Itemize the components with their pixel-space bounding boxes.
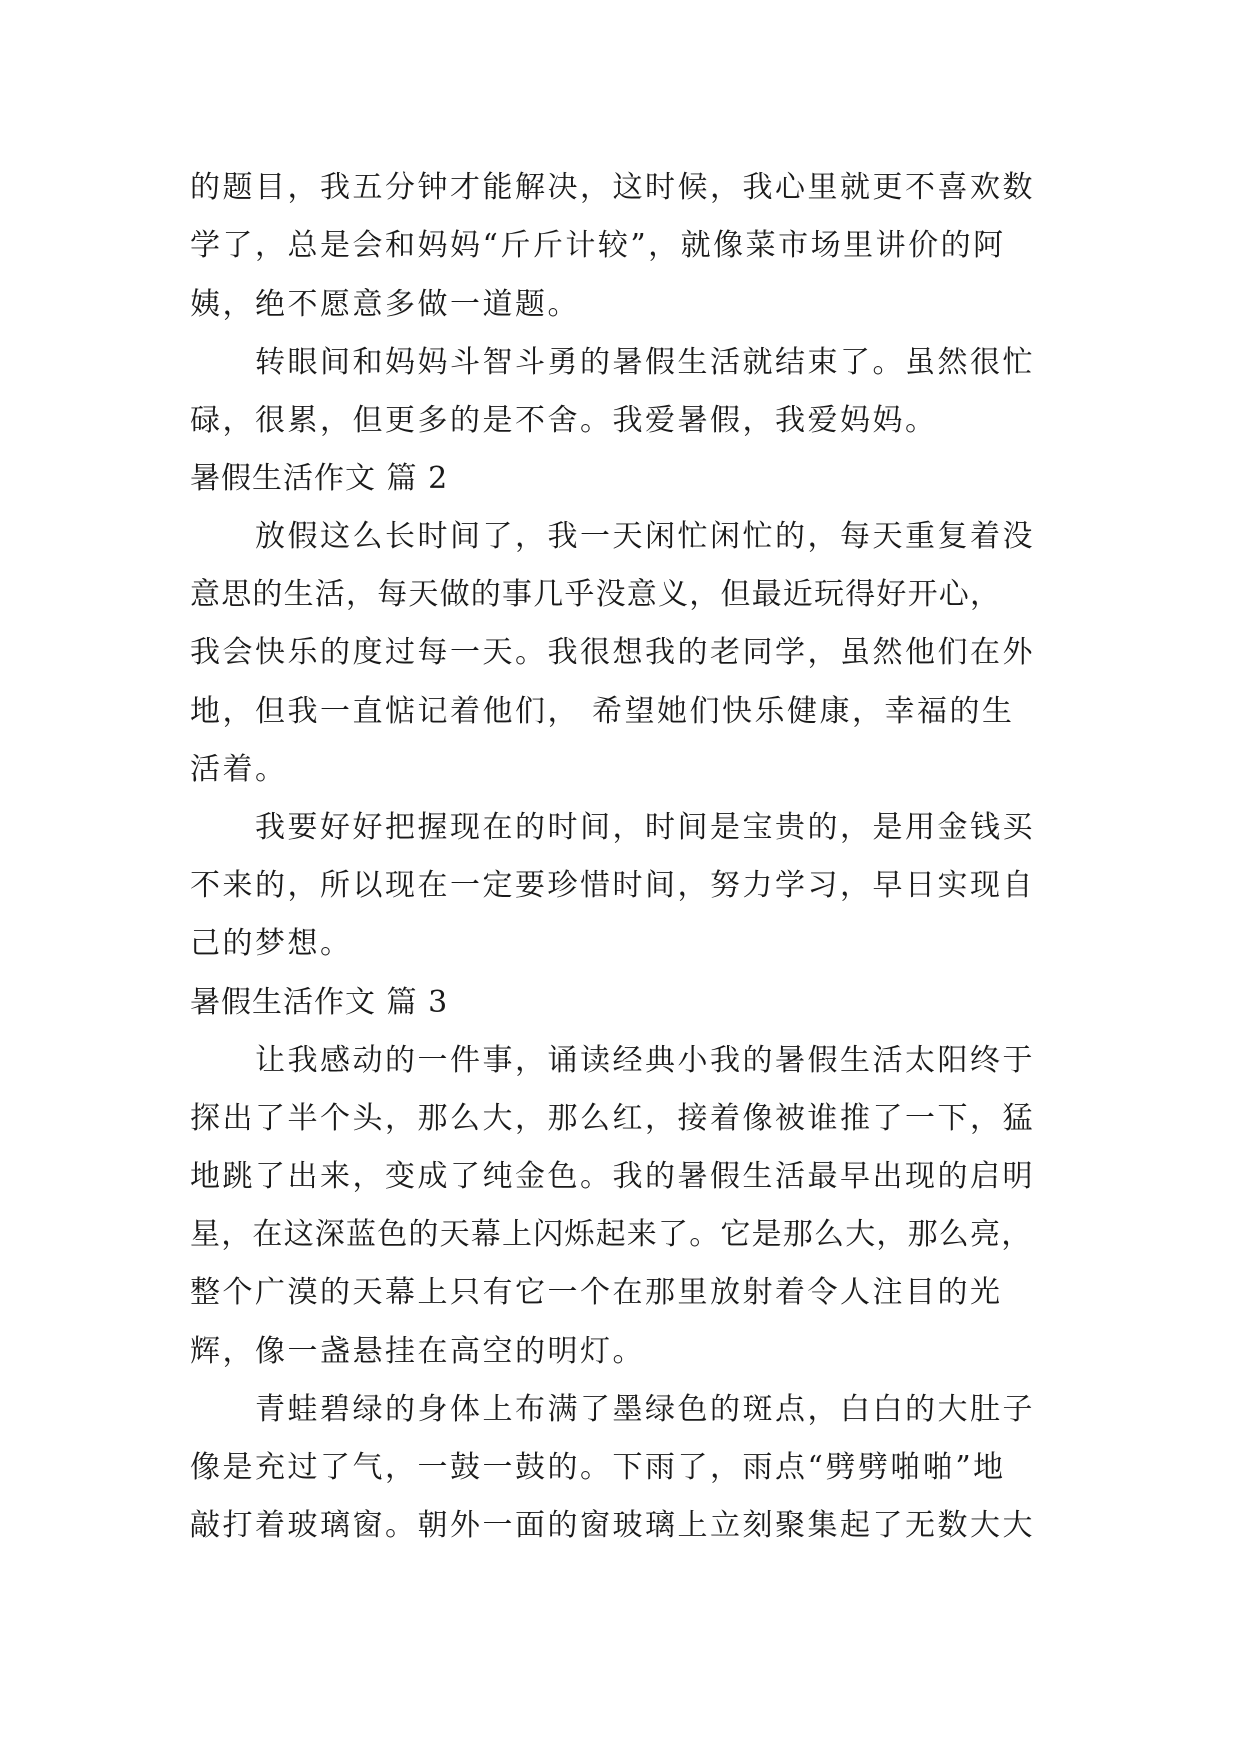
- paragraph-first-line: 放假这么长时间了，我一天闲忙闲忙的，每天重复着没: [255, 519, 1035, 554]
- section-heading: 暑假生活作文 篇 2: [190, 461, 449, 496]
- text-line: 活着。: [190, 752, 288, 787]
- text-line: 探出了半个头，那么大，那么红，接着像被谁推了一下，猛: [190, 1101, 1035, 1136]
- text-line: 学了，总是会和妈妈“斤斤计较”，就像菜市场里讲价的阿: [190, 228, 1006, 263]
- text-line: 地跳了出来，变成了纯金色。我的暑假生活最早出现的启明: [190, 1159, 1035, 1194]
- text-line: 不来的，所以现在一定要珍惜时间，努力学习，早日实现自: [190, 868, 1035, 903]
- text-line: 我会快乐的度过每一天。我很想我的老同学，虽然他们在外: [190, 635, 1035, 670]
- text-line: 己的梦想。: [190, 926, 353, 961]
- text-line: 星，在这深蓝色的天幕上闪烁起来了。它是那么大，那么亮，: [190, 1217, 1033, 1252]
- text-line: 的题目，我五分钟才能解决，这时候，我心里就更不喜欢数: [190, 170, 1035, 205]
- paragraph-first-line: 青蛙碧绿的身体上布满了墨绿色的斑点，白白的大肚子: [255, 1392, 1035, 1427]
- text-line: 像是充过了气，一鼓一鼓的。下雨了，雨点“劈劈啪啪”地: [190, 1450, 1006, 1485]
- text-line: 地，但我一直惦记着他们， 希望她们快乐健康，幸福的生: [190, 694, 1015, 729]
- paragraph-first-line: 我要好好把握现在的时间，时间是宝贵的，是用金钱买: [255, 810, 1035, 845]
- section-heading: 暑假生活作文 篇 3: [190, 985, 449, 1020]
- text-line: 敲打着玻璃窗。朝外一面的窗玻璃上立刻聚集起了无数大大: [190, 1508, 1035, 1543]
- paragraph-first-line: 转眼间和妈妈斗智斗勇的暑假生活就结束了。虽然很忙: [255, 345, 1035, 380]
- text-line: 辉，像一盏悬挂在高空的明灯。: [190, 1334, 645, 1369]
- paragraph-first-line: 让我感动的一件事，诵读经典小我的暑假生活太阳终于: [255, 1043, 1035, 1078]
- text-line: 姨，绝不愿意多做一道题。: [190, 287, 580, 322]
- text-line: 碌，很累，但更多的是不舍。我爱暑假，我爱妈妈。: [190, 403, 938, 438]
- text-line: 意思的生活，每天做的事几乎没意义，但最近玩得好开心，: [190, 577, 1002, 612]
- text-line: 整个广漠的天幕上只有它一个在那里放射着令人注目的光: [190, 1275, 1003, 1310]
